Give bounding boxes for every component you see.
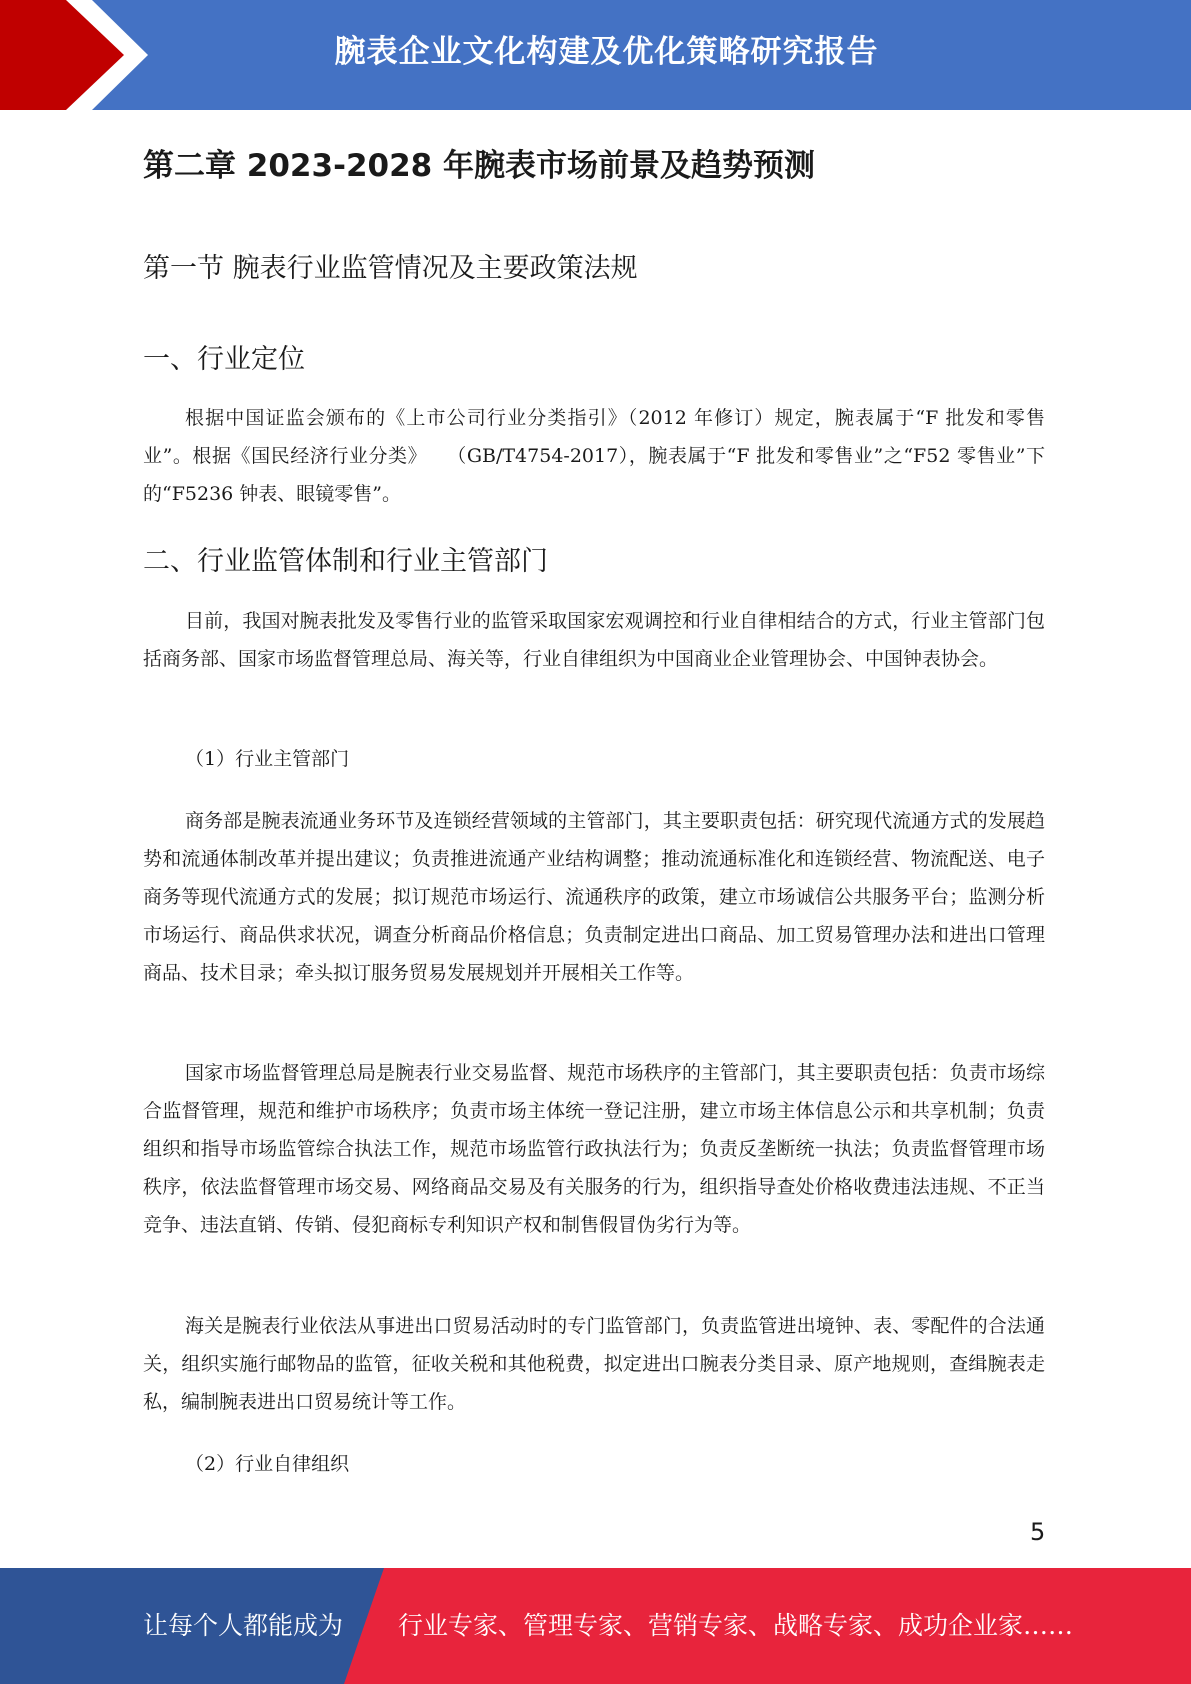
subheading-authorities: （1）行业主管部门 — [185, 748, 350, 770]
header-title: 腕表企业文化构建及优化策略研究报告 — [334, 34, 879, 70]
heading-regulatory-system: 二、行业监管体制和行业主管部门 — [143, 546, 548, 577]
paragraph-market-regulation: 国家市场监督管理总局是腕表行业交易监督、规范市场秩序的主管部门，其主要职责包括：负责市场综合监督管理，规范和维护市场秩序；负责市场主体统一登记注册，建立市场主体信息公示和共享机制；负责组织和指导市场监管综合执法工作，规范市场监管行政执法行为；负责反垄断统一执法；负责监督管理市场秩序，依法监督管理市场交易、网络商品交易及有关服务的行为，组织指导查处价格收费违法违规、不正当竞争、违法直销、传销、侵犯商标专利知识产权和制售假冒伪劣行为等。 — [143, 1062, 1045, 1236]
paragraph-industry-positioning: 根据中国证监会颁布的《上市公司行业分类指引》（2012 年修订）规定，腕表属于“F 批发和零售业”。根据《国民经济行业分类》 （GB/T4754-2017），腕表属于“F 批发和零售业”之“F52 零售业”下的“F5236 钟表、眼镜零售”。 — [143, 407, 1045, 505]
page-number: 5 — [1030, 1518, 1046, 1546]
paragraph-customs: 海关是腕表行业依法从事进出口贸易活动时的专门监管部门，负责监管进出境钟、表、零配件的合法通关，组织实施行邮物品的监管，征收关税和其他税费，拟定进出口腕表分类目录、原产地规则，查缉腕表走私，编制腕表进出口贸易统计等工作。 — [143, 1315, 1045, 1413]
chapter-title: 第二章 2023-2028 年腕表市场前景及趋势预测 — [143, 148, 816, 184]
page-header — [0, 0, 1191, 110]
paragraph-regulatory-overview: 目前，我国对腕表批发及零售行业的监管采取国家宏观调控和行业自律相结合的方式，行业主管部门包括商务部、国家市场监督管理总局、海关等，行业自律组织为中国商业企业管理协会、中国钟表协会。 — [143, 610, 1045, 670]
heading-industry-positioning: 一、行业定位 — [143, 344, 305, 375]
section-title: 第一节 腕表行业监管情况及主要政策法规 — [143, 253, 638, 284]
paragraph-ministry-of-commerce: 商务部是腕表流通业务环节及连锁经营领域的主管部门，其主要职责包括：研究现代流通方式的发展趋势和流通体制改革并提出建议；负责推进流通产业结构调整；推动流通标准化和连锁经营、物流配送、电子商务等现代流通方式的发展；拟订规范市场运行、流通秩序的政策，建立市场诚信公共服务平台；监测分析市场运行、商品供求状况，调查分析商品价格信息；负责制定进出口商品、加工贸易管理办法和进出口管理商品、技术目录；牵头拟订服务贸易发展规划并开展相关工作等。 — [143, 810, 1045, 984]
page-footer — [0, 1568, 1191, 1684]
footer-slogan-right: 行业专家、管理专家、营销专家、战略专家、成功企业家…… — [398, 1611, 1074, 1640]
subheading-self-regulatory: （2）行业自律组织 — [185, 1453, 350, 1475]
footer-slogan-left: 让每个人都能成为 — [143, 1611, 344, 1640]
